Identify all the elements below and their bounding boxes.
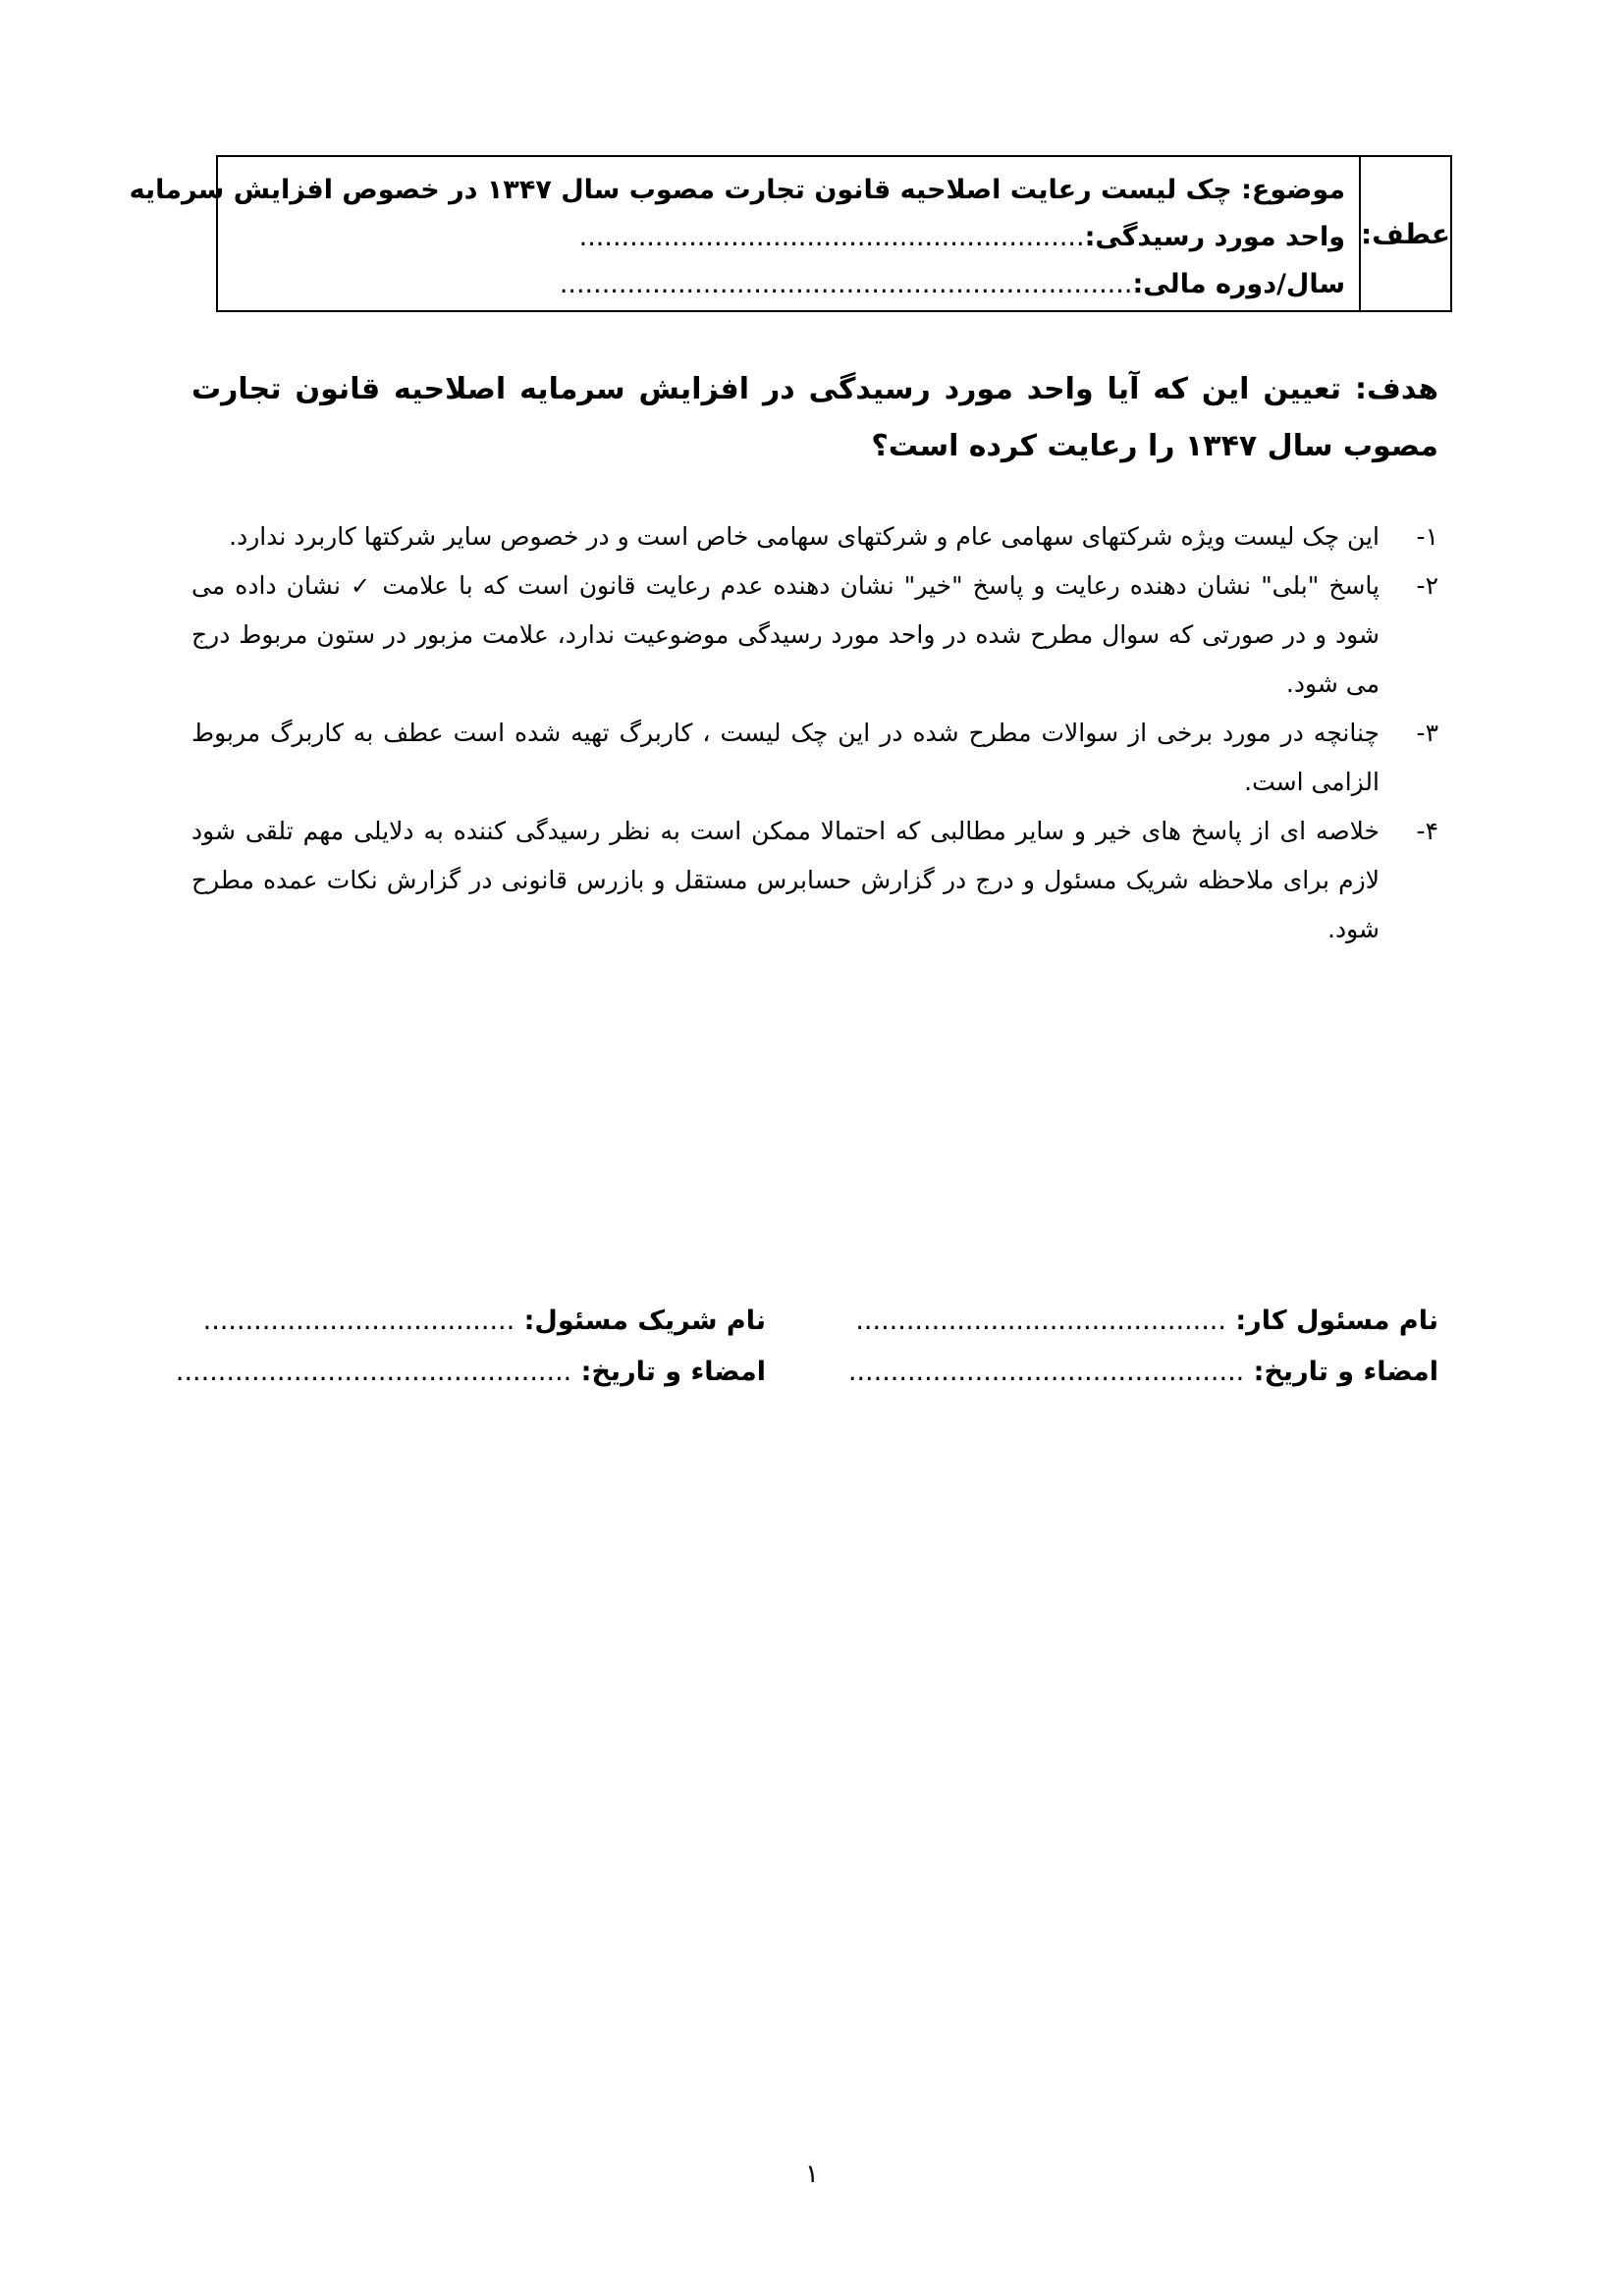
notes-list (191, 512, 1438, 954)
staff-name-label: نام مسئول کار: (1235, 1306, 1438, 1336)
header-info-cell (116, 157, 1359, 310)
fiscal-year-label: سال/دوره مالی: (1132, 269, 1346, 299)
staff-sign-line (847, 1347, 1438, 1398)
list-item-text-part: پاسخ "بلی" نشان دهنده رعایت و پاسخ "خیر" نشان دهنده عدم رعایت قانون است که با علامت (382, 571, 1380, 600)
fiscal-year-fill-dots: .................................................................... (559, 269, 1133, 299)
partner-sign-label: امضاء و تاریخ: (580, 1357, 766, 1387)
reference-label: عطف: (1361, 217, 1450, 250)
subject-line (130, 167, 1345, 214)
list-item-text: این چک لیست ویژه شرکتهای سهامی عام و شرکتهای سهامی خاص است و در خصوص سایر شرکتها کاربرد ندارد. (229, 522, 1380, 551)
fiscal-year-line (130, 261, 1345, 308)
staff-signature-block (847, 1296, 1438, 1398)
partner-name-label: نام شریک مسئول: (523, 1306, 766, 1336)
staff-sign-label: امضاء و تاریخ: (1253, 1357, 1438, 1387)
list-item-text: چنانچه در مورد برخی از سوالات مطرح شده در این چک لیست ، کاربرگ تهیه شده است عطف به کاربرگ مربوط الزامی است. (191, 719, 1380, 796)
partner-name-line (202, 1296, 766, 1347)
subject-text: موضوع: چک لیست رعایت اصلاحیه قانون تجارت مصوب سال ۱۳۴۷ در خصوص افزایش سرمایه (129, 175, 1346, 205)
list-item-number: ۱- (1416, 522, 1438, 551)
staff-sign-dots: ............................................... (847, 1357, 1245, 1387)
unit-fill-dots: ............................................................ (578, 222, 1085, 252)
list-item-number: ۴- (1416, 817, 1438, 845)
partner-sign-dots: ............................................... (175, 1357, 572, 1387)
list-item (191, 561, 1438, 709)
goal-paragraph: هدف: تعیین این که آیا واحد مورد رسیدگی در افزایش سرمایه اصلاحیه قانون تجارت مصوب سال ۱۳۴۷ را رعایت کرده است؟ (191, 372, 1438, 463)
list-item-number: ۳- (1416, 719, 1438, 747)
list-item-text (191, 561, 1380, 709)
list-item-number: ۲- (1416, 571, 1438, 600)
staff-name-line (855, 1296, 1438, 1347)
staff-name-dots: ............................................ (855, 1306, 1226, 1336)
check-mark-icon: ✓ (351, 572, 373, 600)
header-box (129, 155, 1452, 312)
list-item (191, 709, 1438, 807)
unit-line (130, 214, 1345, 261)
page-number: ۱ (805, 2160, 819, 2189)
list-item (191, 807, 1438, 954)
list-item (191, 512, 1438, 561)
unit-label: واحد مورد رسیدگی: (1084, 222, 1346, 252)
reference-cell (1359, 157, 1450, 310)
list-item-text-part: نشان داده می شود و در صورتی که سوال مطرح شده در واحد مورد رسیدگی موضوعیت ندارد، علامت مزبور در ستون مربوط درج می شود. (191, 571, 1380, 698)
partner-sign-line (175, 1347, 766, 1398)
partner-signature-block (175, 1296, 766, 1398)
partner-name-dots: ..................................... (202, 1306, 515, 1336)
list-item-text: خلاصه ای از پاسخ های خیر و سایر مطالبی که احتمالا ممکن است به نظر رسیدگی کننده به دلایلی مهم تلقی شود لازم برای ملاحظه شریک مسئول و درج در گزارش حسابرس مستقل و بازرس قانونی در گزارش نکات عمده مطرح شود. (191, 817, 1380, 943)
